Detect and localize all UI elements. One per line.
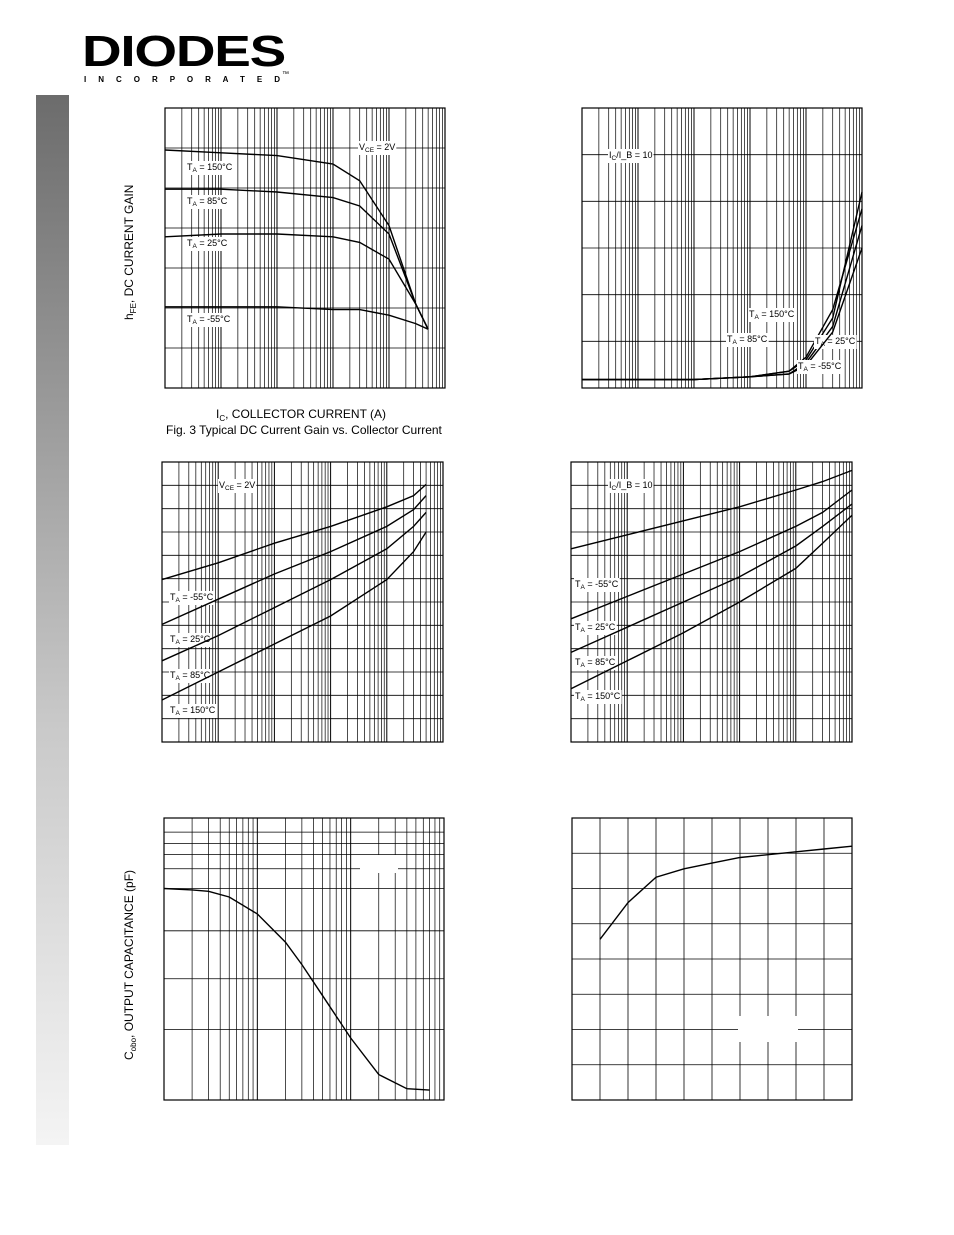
series-line-1 — [164, 889, 430, 1091]
grid — [572, 818, 852, 1100]
logo-subtitle: I N C O R P O R A T E D — [84, 75, 280, 84]
series-line-1 — [582, 192, 862, 380]
grid — [164, 818, 444, 1100]
chart-2 — [582, 108, 862, 388]
series-label-4: $T_A = 150^\circ C$ — [170, 705, 216, 717]
series-label-3: $T_A = 85^\circ C$ — [575, 657, 616, 669]
series-line-3 — [582, 226, 862, 380]
logo-brand: DIODES — [82, 30, 285, 76]
series-label-4: $T_A = 150^\circ C$ — [575, 691, 621, 703]
series-line-4 — [582, 248, 862, 380]
chart-1 — [165, 108, 445, 388]
logo-tm: ™ — [282, 71, 289, 78]
plot-frame — [164, 818, 444, 1100]
label-mask — [738, 1016, 798, 1042]
label-mask — [360, 855, 398, 873]
series-label-2: $T_A = 25^\circ C$ — [170, 634, 211, 646]
series-label-1: $T_A = 150^\circ C$ — [749, 309, 795, 321]
chart-6 — [572, 818, 852, 1100]
series-label-4: $T_A = -55^\circ C$ — [798, 361, 842, 373]
chart-3 — [162, 462, 443, 742]
chart-1-ylabel: $h_{FE}$, DC CURRENT GAIN — [122, 184, 138, 320]
annotation-label: $V_{CE} = 2V$ — [359, 142, 396, 154]
series-label-3: $T_A = 85^\circ C$ — [170, 670, 211, 682]
series-label-4: $T_A = -55^\circ C$ — [187, 314, 231, 326]
chart-1-xlabel: $I_C$, COLLECTOR CURRENT (A) — [216, 407, 387, 423]
annotation-label: $I_C/I\_B = 10$ — [609, 480, 653, 492]
annotation-label: $V_{CE} = 2V$ — [219, 480, 256, 492]
series-line-2 — [582, 209, 862, 380]
chart-5 — [164, 818, 444, 1100]
series-label-2: $T_A = 85^\circ C$ — [727, 334, 768, 346]
chart-4 — [571, 462, 852, 742]
series-label-2: $T_A = 25^\circ C$ — [575, 622, 616, 634]
series-label-3: $T_A = 25^\circ C$ — [815, 336, 856, 348]
series-label-1: $T_A = -55^\circ C$ — [575, 579, 619, 591]
series-label-1: $T_A = -55^\circ C$ — [170, 592, 214, 604]
series-label-3: $T_A = 25^\circ C$ — [187, 238, 228, 250]
series-label-1: $T_A = 150^\circ C$ — [187, 162, 233, 174]
series-line-1 — [600, 846, 852, 939]
chart-5-ylabel: $C_{obo}$, OUTPUT CAPACITANCE (pF) — [122, 869, 138, 1060]
chart-1-title: Fig. 3 Typical DC Current Gain vs. Collector Current — [166, 423, 442, 437]
series-label-2: $T_A = 85^\circ C$ — [187, 196, 228, 208]
annotation-label: $I_C/I\_B = 10$ — [609, 150, 653, 162]
